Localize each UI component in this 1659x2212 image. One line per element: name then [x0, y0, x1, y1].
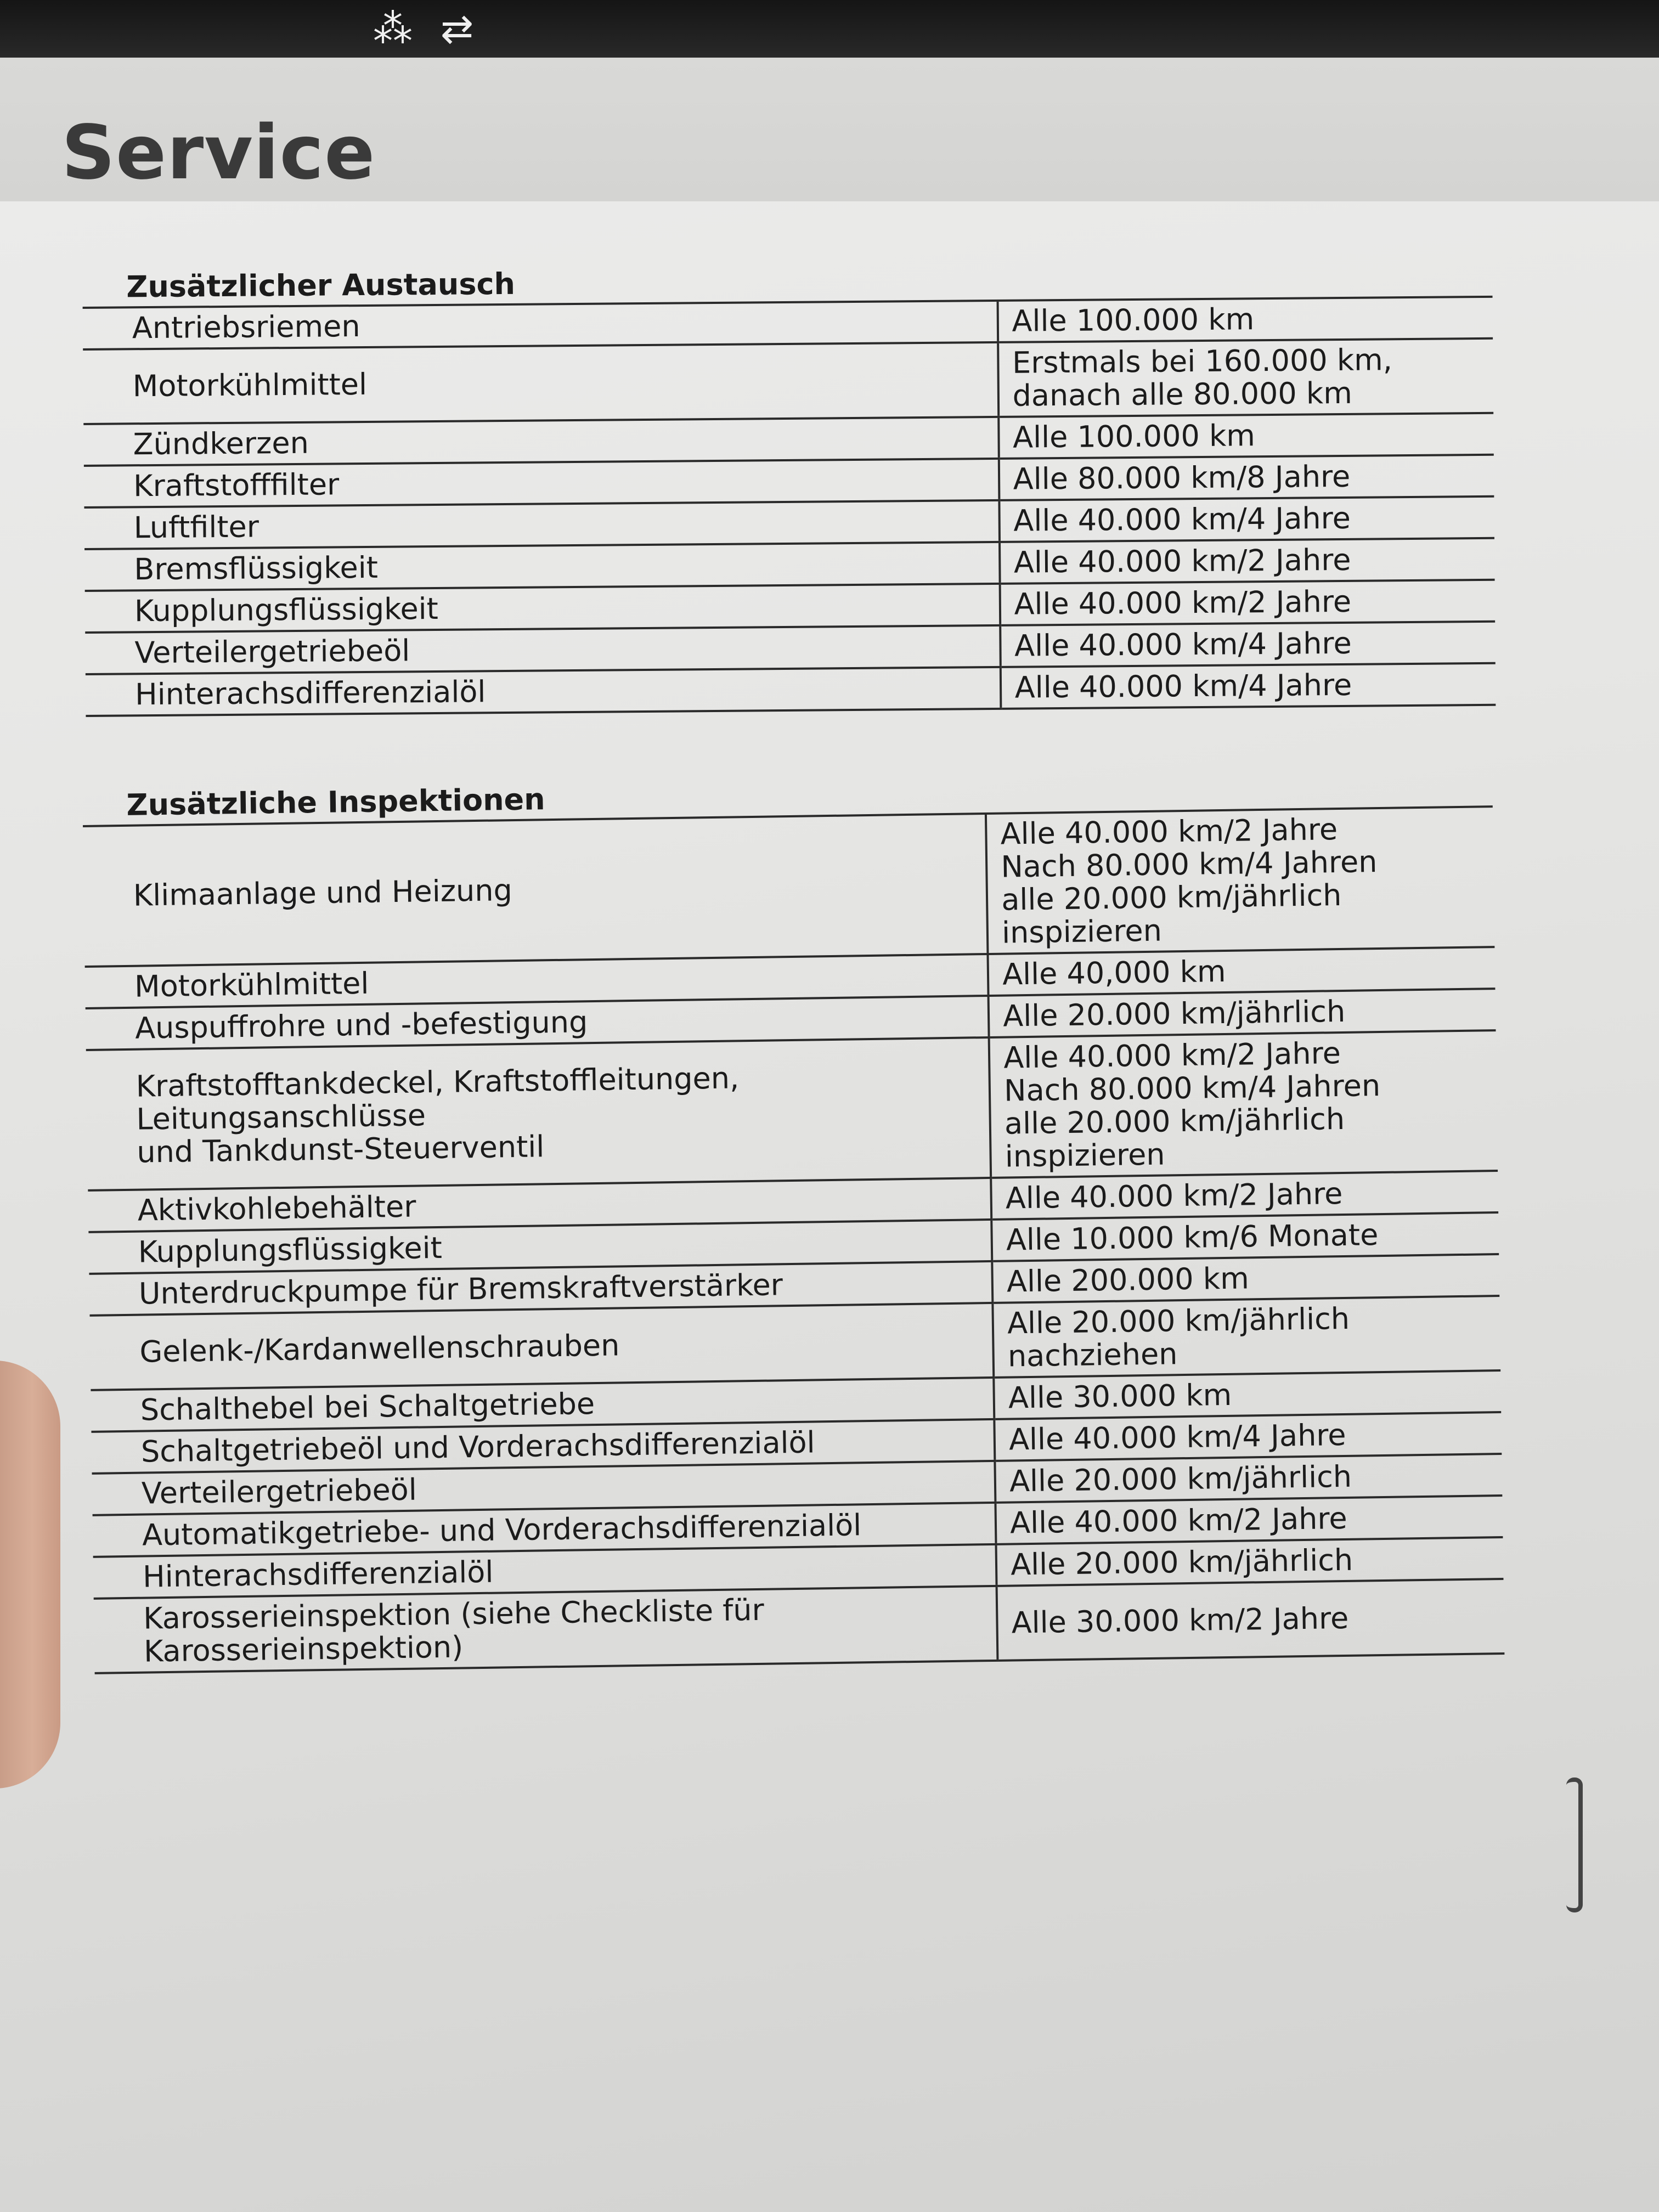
- service-item: Klimaanlage und Heizung: [83, 815, 988, 967]
- replacement-table: [82, 255, 1496, 717]
- service-item: Kraftstofffilter: [84, 459, 999, 507]
- service-interval: Alle 40.000 km/2 Jahre Nach 80.000 km/4 Jahren alle 20.000 km/jährlich inspizieren: [986, 808, 1494, 954]
- service-item: Hinterachsdifferenzialöl: [86, 667, 1001, 716]
- service-interval: Alle 40.000 km/2 Jahre: [1000, 580, 1495, 625]
- service-interval: Alle 40.000 km/2 Jahre: [991, 1171, 1498, 1220]
- service-interval: Alle 40.000 km/4 Jahre: [999, 496, 1494, 542]
- service-interval: Alle 80.000 km/8 Jahre: [998, 455, 1494, 500]
- service-interval: Alle 40.000 km/2 Jahre: [996, 1496, 1503, 1544]
- service-item: Zündkerzen: [83, 417, 998, 466]
- section-heading: Zusätzlicher Austausch: [82, 255, 1493, 309]
- service-interval: Alle 20.000 km/jährlich: [989, 989, 1496, 1037]
- service-item: Kupplungsflüssigkeit: [88, 1220, 992, 1274]
- service-interval: Alle 100.000 km: [998, 413, 1494, 459]
- service-interval: Erstmals bei 160.000 km, danach alle 80.000 km: [998, 338, 1493, 417]
- service-item: Bremsflüssigkeit: [84, 542, 1000, 591]
- service-item: Motorkühlmittel: [83, 342, 998, 424]
- inspection-rows: [83, 808, 1504, 1674]
- service-interval: Alle 10.000 km/6 Monate: [991, 1212, 1499, 1261]
- table-row: [83, 338, 1493, 424]
- table-row: [86, 1030, 1498, 1190]
- service-interval: Alle 40.000 km/4 Jahre: [1000, 663, 1496, 709]
- service-item: Schalthebel bei Schaltgetriebe: [91, 1378, 994, 1432]
- thumb: [0, 1361, 60, 1788]
- service-interval: Alle 20.000 km/jährlich nachziehen: [993, 1296, 1501, 1378]
- service-interval: Alle 30.000 km/2 Jahre: [997, 1579, 1505, 1661]
- service-item: Auspuffrohre und -befestigung: [86, 996, 989, 1050]
- booklet-clip: [1566, 1778, 1583, 1912]
- service-interval: Alle 40.000 km/4 Jahre: [1000, 622, 1496, 667]
- section-heading: Zusätzliche Inspektionen: [82, 765, 1493, 827]
- service-item: Aktivkohlebehälter: [88, 1178, 991, 1232]
- replacement-rows: [83, 298, 1496, 717]
- service-interval: Alle 40.000 km/2 Jahre: [1000, 538, 1495, 584]
- service-interval: Alle 30.000 km: [994, 1370, 1501, 1419]
- service-interval: Alle 20.000 km/jährlich: [996, 1537, 1504, 1586]
- service-item: Kraftstofftankdeckel, Kraftstoffleitungen, Leitungsanschlüsse und Tankdunst-Steuerventil: [86, 1037, 991, 1190]
- table-row: [83, 808, 1494, 967]
- service-interval: Alle 200.000 km: [992, 1254, 1500, 1303]
- service-item: Gelenk-/Kardanwellenschrauben: [90, 1303, 994, 1390]
- manual-page: [0, 58, 1659, 2212]
- service-item: Motorkühlmittel: [85, 954, 989, 1008]
- service-item: Verteilergetriebeöl: [92, 1461, 996, 1515]
- service-item: Antriebsriemen: [83, 302, 998, 349]
- service-interval: Alle 40.000 km/2 Jahre Nach 80.000 km/4 Jahren alle 20.000 km/jährlich inspizieren: [989, 1030, 1498, 1178]
- service-item: Automatikgetriebe- und Vorderachsdifferenzialöl: [93, 1503, 996, 1557]
- service-item: Verteilergetriebeöl: [85, 625, 1000, 674]
- service-item: Unterdruckpumpe für Bremskraftverstärker: [89, 1261, 992, 1316]
- service-item: Luftfilter: [84, 500, 999, 549]
- page-title: Service: [61, 110, 376, 196]
- service-interval: Alle 40,000 km: [988, 947, 1496, 996]
- inspection-table: [82, 765, 1504, 1674]
- dashboard-icons: ⁂ ⇄: [373, 5, 482, 52]
- service-interval: Alle 100.000 km: [997, 298, 1493, 342]
- service-interval: Alle 40.000 km/4 Jahre: [995, 1412, 1502, 1461]
- service-interval: Alle 20.000 km/jährlich: [995, 1454, 1503, 1503]
- service-item: Karosserieinspektion (siehe Checkliste für Karosserieinspektion): [94, 1586, 998, 1673]
- service-item: Kupplungsflüssigkeit: [85, 584, 1000, 633]
- service-item: Schaltgetriebeöl und Vorderachsdifferenzialöl: [91, 1419, 995, 1474]
- service-item: Hinterachsdifferenzialöl: [93, 1544, 997, 1599]
